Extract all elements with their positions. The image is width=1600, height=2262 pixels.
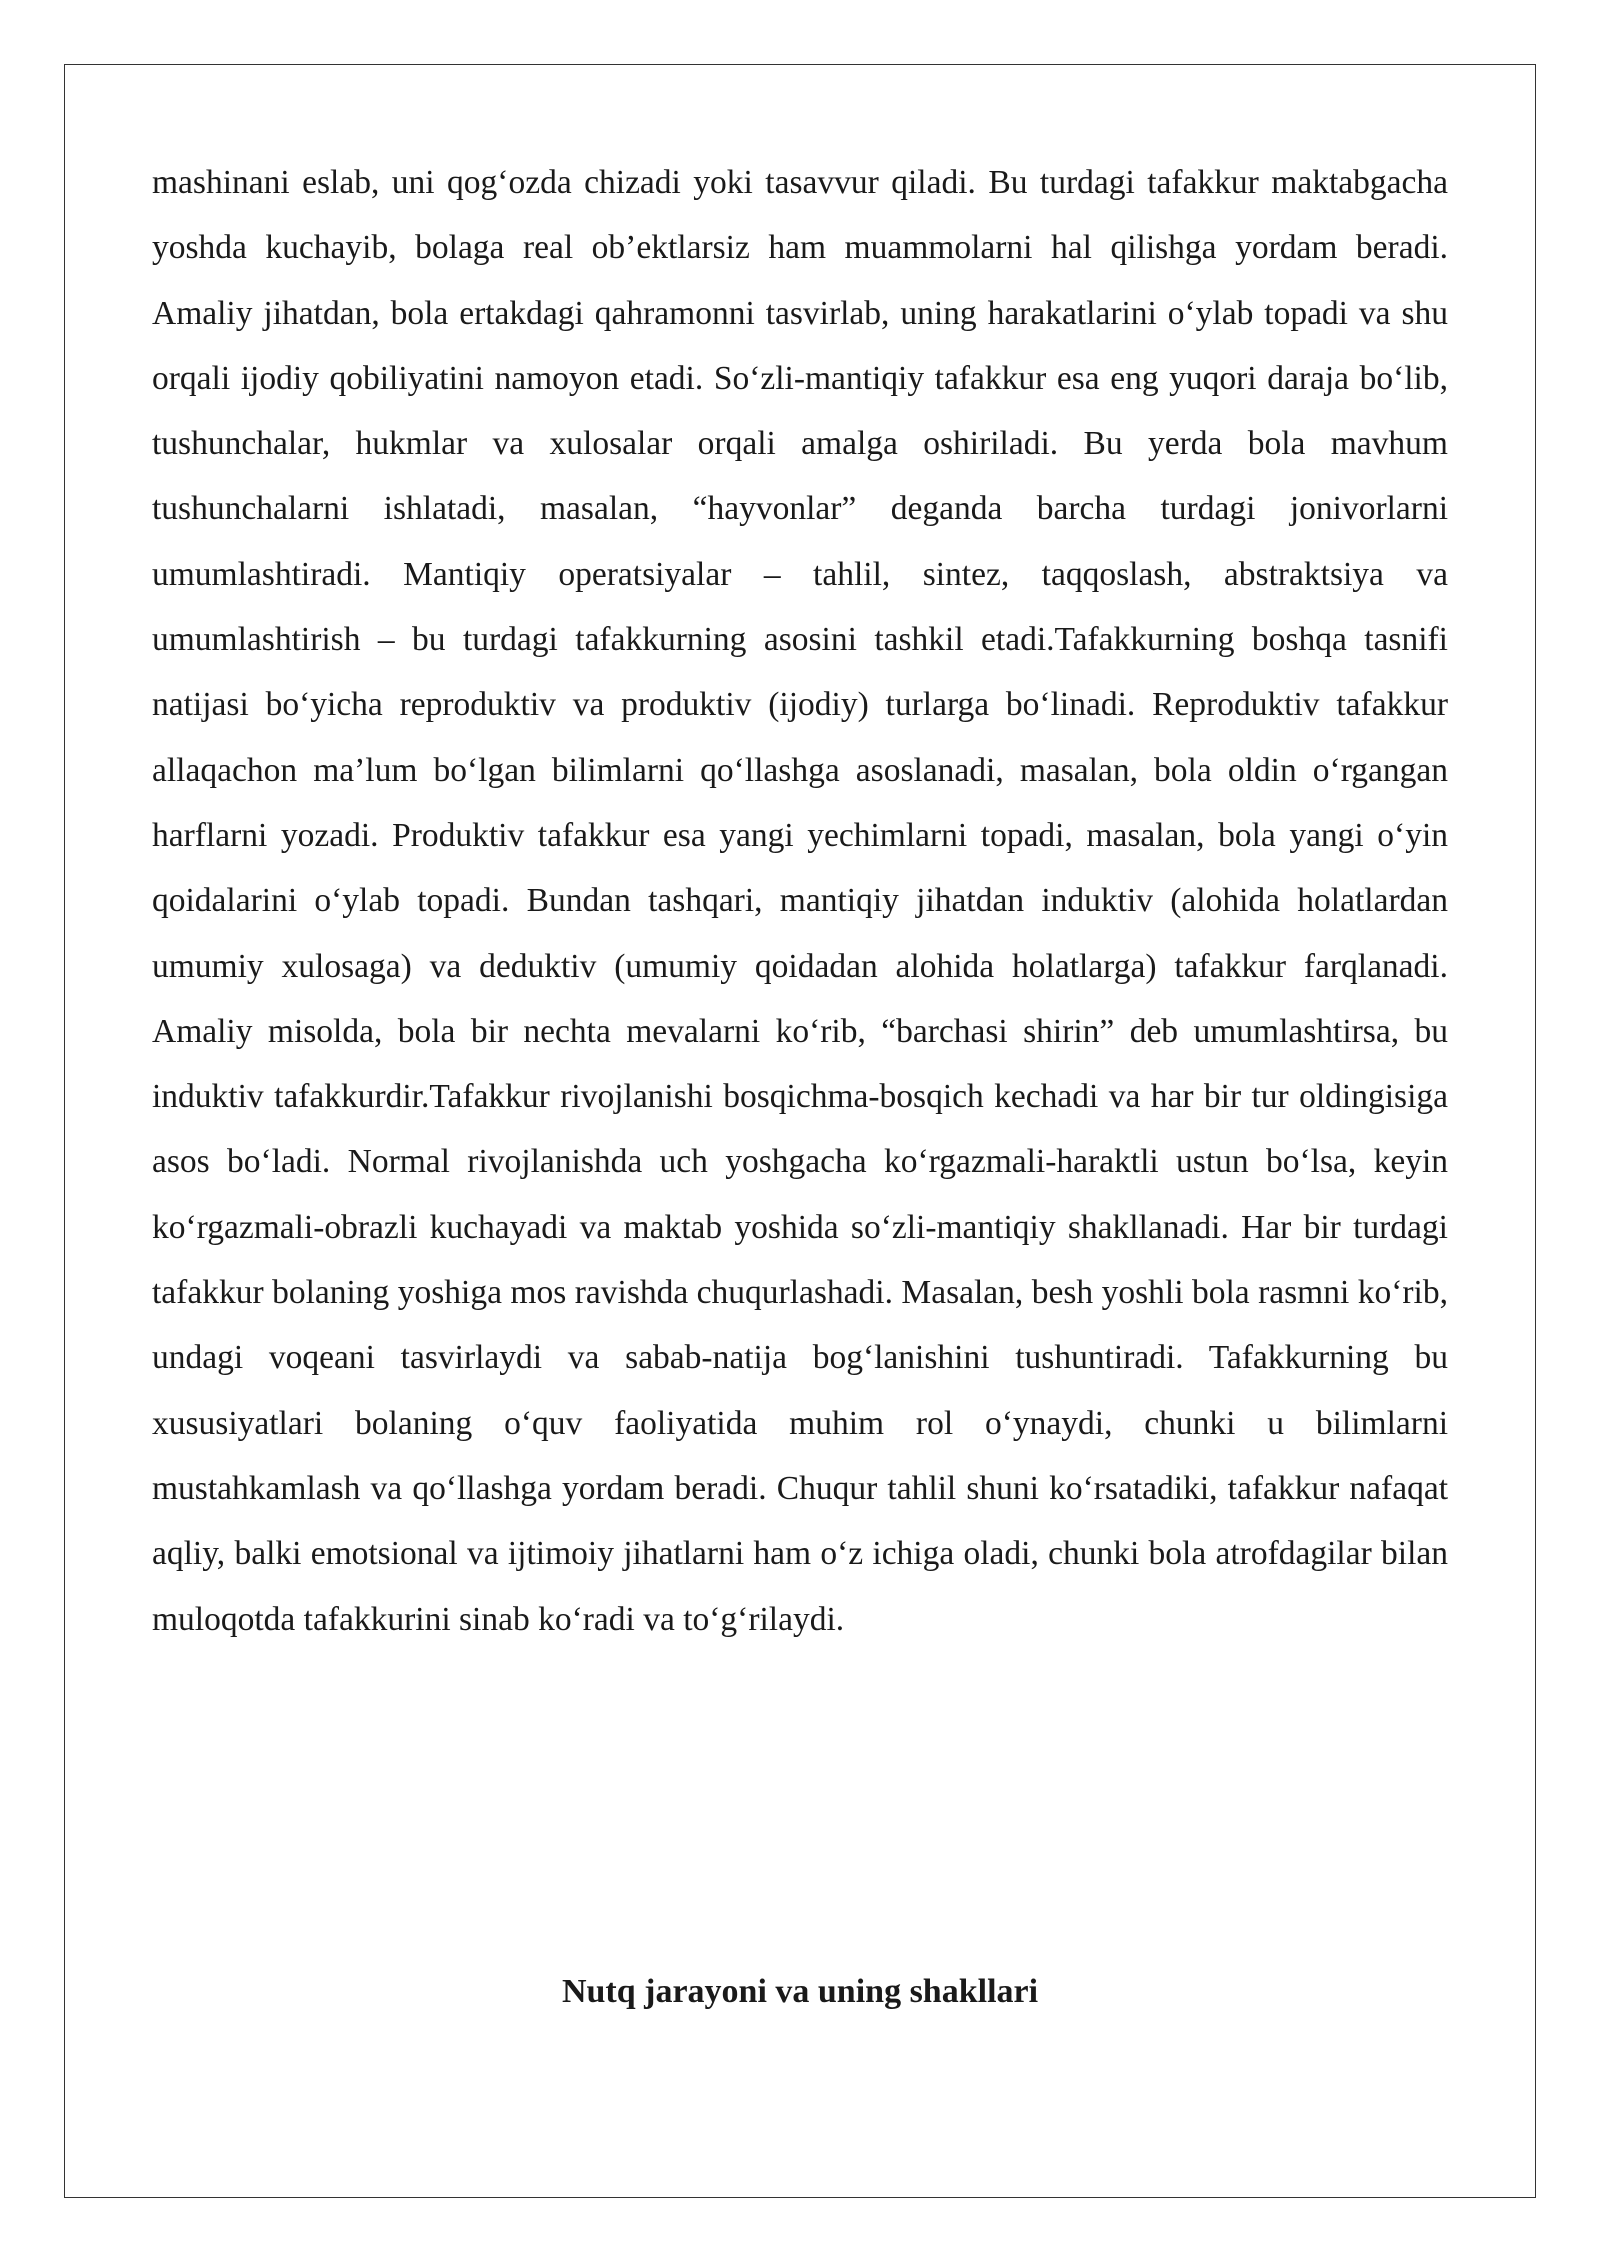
- section-heading: Nutq jarayoni va uning shakllari: [561, 1973, 1039, 2010]
- body-paragraph: mashinani eslab, uni qog‘ozda chizadi yoki tasavvur qiladi. Bu turdagi tafakkur maktabgacha yoshda kuchayib, bolaga real ob’ektlarsiz ham muammolarni hal qilishga yordam beradi. Amaliy jihatdan, bola ertakdagi qahramonni tasvirlab, uning harakatlarini o‘ylab topadi va shu orqali ijodiy qobiliyatini namoyon etadi. So‘zli-mantiqiy tafakkur esa eng yuqori daraja bo‘lib, tushunchalar, hukmlar va xulosalar orqali amalga oshiriladi. Bu yerda bola mavhum tushunchalarni ishlatadi, masalan, “hayvonlar” deganda barcha turdagi jonivorlarni umumlashtiradi. Mantiqiy operatsiyalar – tahlil, sintez, taqqoslash, abstraktsiya va umumlashtirish – bu turdagi tafakkurning asosini tashkil etadi.Tafakkurning boshqa tasnifi natijasi bo‘yicha reproduktiv va produktiv (ijodiy) turlarga bo‘linadi. Reproduktiv tafakkur allaqachon ma’lum bo‘lgan bilimlarni qo‘llashga asoslanadi, masalan, bola oldin o‘rgangan harflarni yozadi. Produktiv tafakkur esa yangi yechimlarni topadi, masalan, bola yangi o‘yin qoidalarini o‘ylab topadi. Bundan tashqari, mantiqiy jihatdan induktiv (alohida holatlardan umumiy xulosaga) va deduktiv (umumiy qoidadan alohida holatlarga) tafakkur farqlanadi. Amaliy misolda, bola bir nechta mevalarni ko‘rib, “barchasi shirin” deb umumlashtirsa, bu induktiv tafakkurdir.Tafakkur rivojlanishi bosqichma-bosqich kechadi va har bir tur oldingisiga asos bo‘ladi. Normal rivojlanishda uch yoshgacha ko‘rgazmali-haraktli ustun bo‘lsa, keyin ko‘rgazmali-obrazli kuchayadi va maktab yoshida so‘zli-mantiqiy shakllanadi. Har bir turdagi tafakkur bolaning yoshiga mos ravishda chuqurlashadi. Masalan, besh yoshli bola rasmni ko‘rib, undagi voqeani tasvirlaydi va sabab-natija bog‘lanishini tushuntiradi. Tafakkurning bu xususiyatlari bolaning o‘quv faoliyatida muhim rol o‘ynaydi, chunki u bilimlarni mustahkamlash va qo‘llashga yordam beradi. Chuqur tahlil shuni ko‘rsatadiki, tafakkur nafaqat aqliy, balki emotsional va ijtimoiy jihatlarni ham o‘z ichiga oladi, chunki bola atrofdagilar bilan muloqotda tafakkurini sinab ko‘radi va to‘g‘rilaydi.: [152, 164, 1448, 1638]
